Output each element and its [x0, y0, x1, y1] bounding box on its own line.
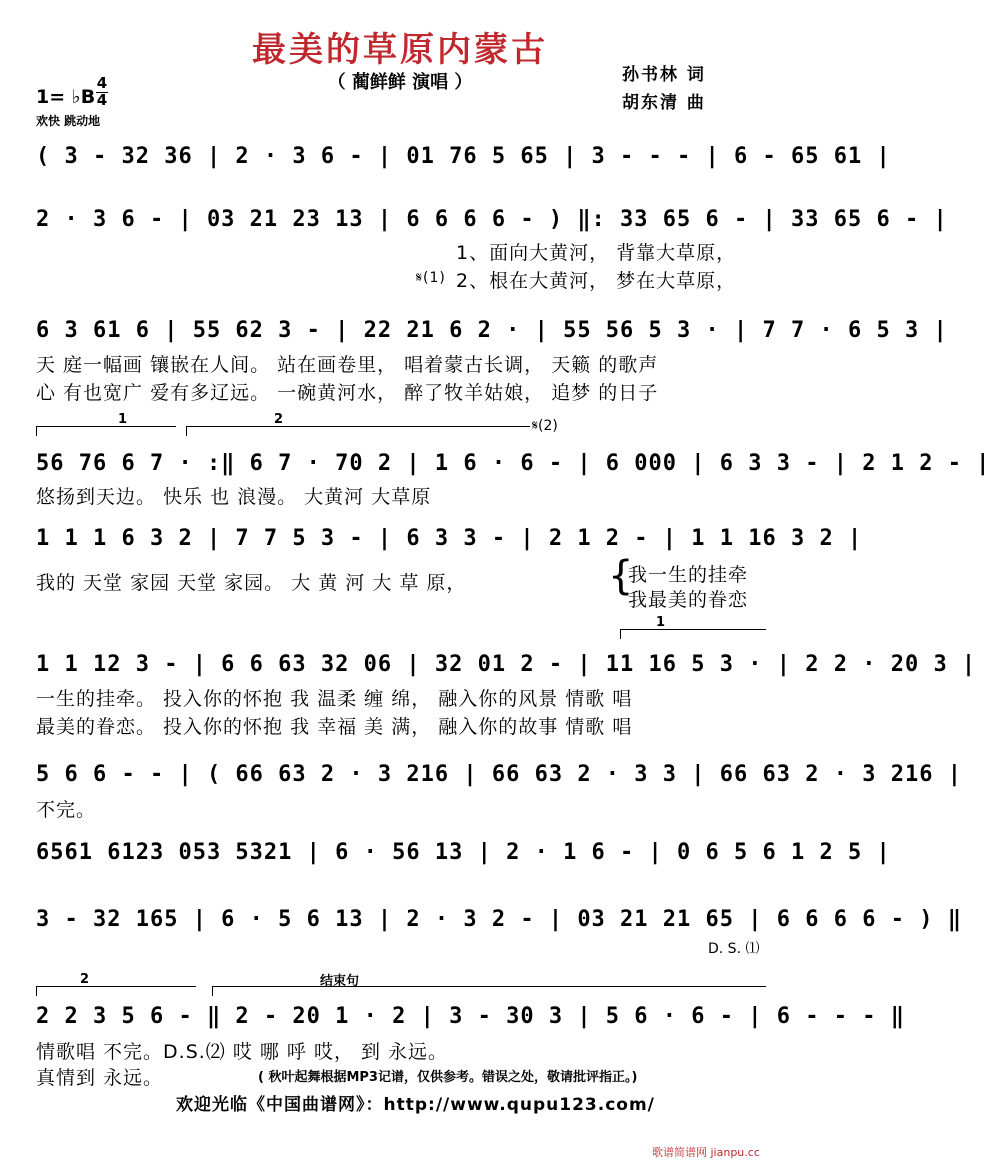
music-row-2: 2 · 3 6 - | 03 21 23 13 | 6 6 6 6 - ) ‖: 33 65 6 - | 33 65 6 - | — [36, 207, 948, 232]
lyric-row-6a: 一生的挂牵。 投入你的怀抱 我 温柔 缠 绵， 融入你的风景 情歌 唱 — [36, 688, 633, 710]
lyric-row-7: 不完。 — [36, 799, 97, 821]
performer-credit: （ 蔺鲜鲜 演唱 ） — [327, 72, 473, 93]
ending-1-label: 1 — [118, 412, 128, 427]
tempo-marking: 欢快 跳动地 — [36, 114, 101, 128]
watermark: 歌谱简谱网 jianpu.cc — [652, 1146, 760, 1159]
music-row-8: 6561 6123 053 5321 | 6 · 56 13 | 2 · 1 6 - | 0 6 5 6 1 2 5 | — [36, 840, 891, 865]
ending-2-label: 2 — [274, 412, 284, 427]
music-row-10: 2 2 3 5 6 - ‖ 2 - 20 1 · 2 | 3 - 30 3 | 5 6 · 6 - | 6 - - - ‖ — [36, 1004, 905, 1029]
music-row-7: 5 6 6 - - | ( 66 63 2 · 3 216 | 66 63 2 · 3 3 | 66 63 2 · 3 216 | — [36, 762, 962, 787]
song-title: 最美的草原内蒙古 — [252, 30, 548, 70]
ending-1b-label: 1 — [656, 615, 666, 630]
lyric-row-5a: 我的 天堂 家园 天堂 家园。 大 黄 河 大 草 原， — [36, 572, 467, 594]
lyric-row-10a: 情歌唱 不完。D.S.⑵ 哎 哪 呼 哎， 到 永远。 — [36, 1041, 449, 1063]
ending-2b-bracket — [36, 986, 196, 987]
music-row-4: 56 76 6 7 · :‖ 6 7 · 70 2 | 1 6 · 6 - | 6 000 | 6 3 3 - | 2 1 2 - | — [36, 451, 990, 476]
music-row-6: 1 1 12 3 - | 6 6 63 32 06 | 32 01 2 - | 11 16 5 3 · | 2 2 · 20 3 | — [36, 652, 977, 677]
lyricist-credit: 孙书林 词 — [622, 65, 706, 85]
lyric-row-4: 悠扬到天边。 快乐 也 浪漫。 大黄河 大草原 — [36, 486, 432, 508]
ending-2b-bracket-edge — [36, 986, 37, 996]
time-sig-bottom: 4 — [96, 91, 108, 109]
ending-2b-label: 2 — [80, 972, 90, 987]
music-row-3: 6 3 61 6 | 55 62 3 - | 22 21 6 2 · | 55 56 5 3 · | 7 7 · 6 5 3 | — [36, 318, 948, 343]
ending-2-bracket — [186, 426, 530, 427]
lyric-row-2b: 2、根在大黄河， 梦在大草原， — [456, 270, 737, 292]
transcription-note: ( 秋叶起舞根据MP3记谱，仅供参考。错误之处，敬请批评指正。) — [258, 1070, 638, 1085]
lyric-row-3b: 心 有也宽广 爱有多辽远。 一碗黄河水， 醉了牧羊姑娘， 追梦 的日子 — [36, 382, 659, 404]
coda-bracket — [212, 986, 766, 987]
lyric-row-5c: 我最美的眷恋 — [628, 589, 749, 611]
time-signature — [96, 76, 108, 108]
coda-label: 结束句 — [320, 974, 360, 989]
music-row-9: 3 - 32 165 | 6 · 5 6 13 | 2 · 3 2 - | 03 21 21 65 | 6 6 6 6 - ) ‖ — [36, 907, 962, 932]
key-signature: 1= ♭B — [36, 86, 96, 108]
lyric-row-6b: 最美的眷恋。 投入你的怀抱 我 幸福 美 满， 融入你的故事 情歌 唱 — [36, 716, 633, 738]
time-sig-top: 4 — [96, 74, 108, 92]
lyric-row-3a: 天 庭一幅画 镶嵌在人间。 站在画卷里， 唱着蒙古长调， 天籁 的歌声 — [36, 354, 659, 376]
segno-2-sign: 𝄋(2) — [532, 418, 558, 434]
ending-1b-bracket-edge — [620, 629, 621, 639]
coda-bracket-edge — [212, 986, 213, 996]
ending-2-bracket-edge — [186, 426, 187, 436]
lyric-row-2a: 1、面向大黄河， 背靠大草原， — [456, 242, 737, 264]
lyric-row-10b: 真情到 永远。 — [36, 1067, 164, 1089]
composer-credit: 胡东清 曲 — [622, 93, 706, 113]
ending-1-bracket — [36, 426, 176, 427]
segno-1-sign: 𝄋(1) — [416, 270, 446, 286]
ending-1b-bracket — [620, 629, 766, 630]
site-credit: 欢迎光临《中国曲谱网》：http://www.qupu123.com/ — [176, 1095, 655, 1115]
lyric-row-5b: 我一生的挂牵 — [628, 564, 749, 586]
ending-1-bracket-edge — [36, 426, 37, 436]
da-segno-1: D. S. ⑴ — [708, 941, 760, 957]
music-row-1: ( 3 - 32 36 | 2 · 3 6 - | 01 76 5 65 | 3 - - - | 6 - 65 61 | — [36, 144, 891, 169]
music-row-5: 1 1 1 6 3 2 | 7 7 5 3 - | 6 3 3 - | 2 1 2 - | 1 1 16 3 2 | — [36, 526, 863, 551]
lyric-brace: { — [608, 553, 634, 599]
